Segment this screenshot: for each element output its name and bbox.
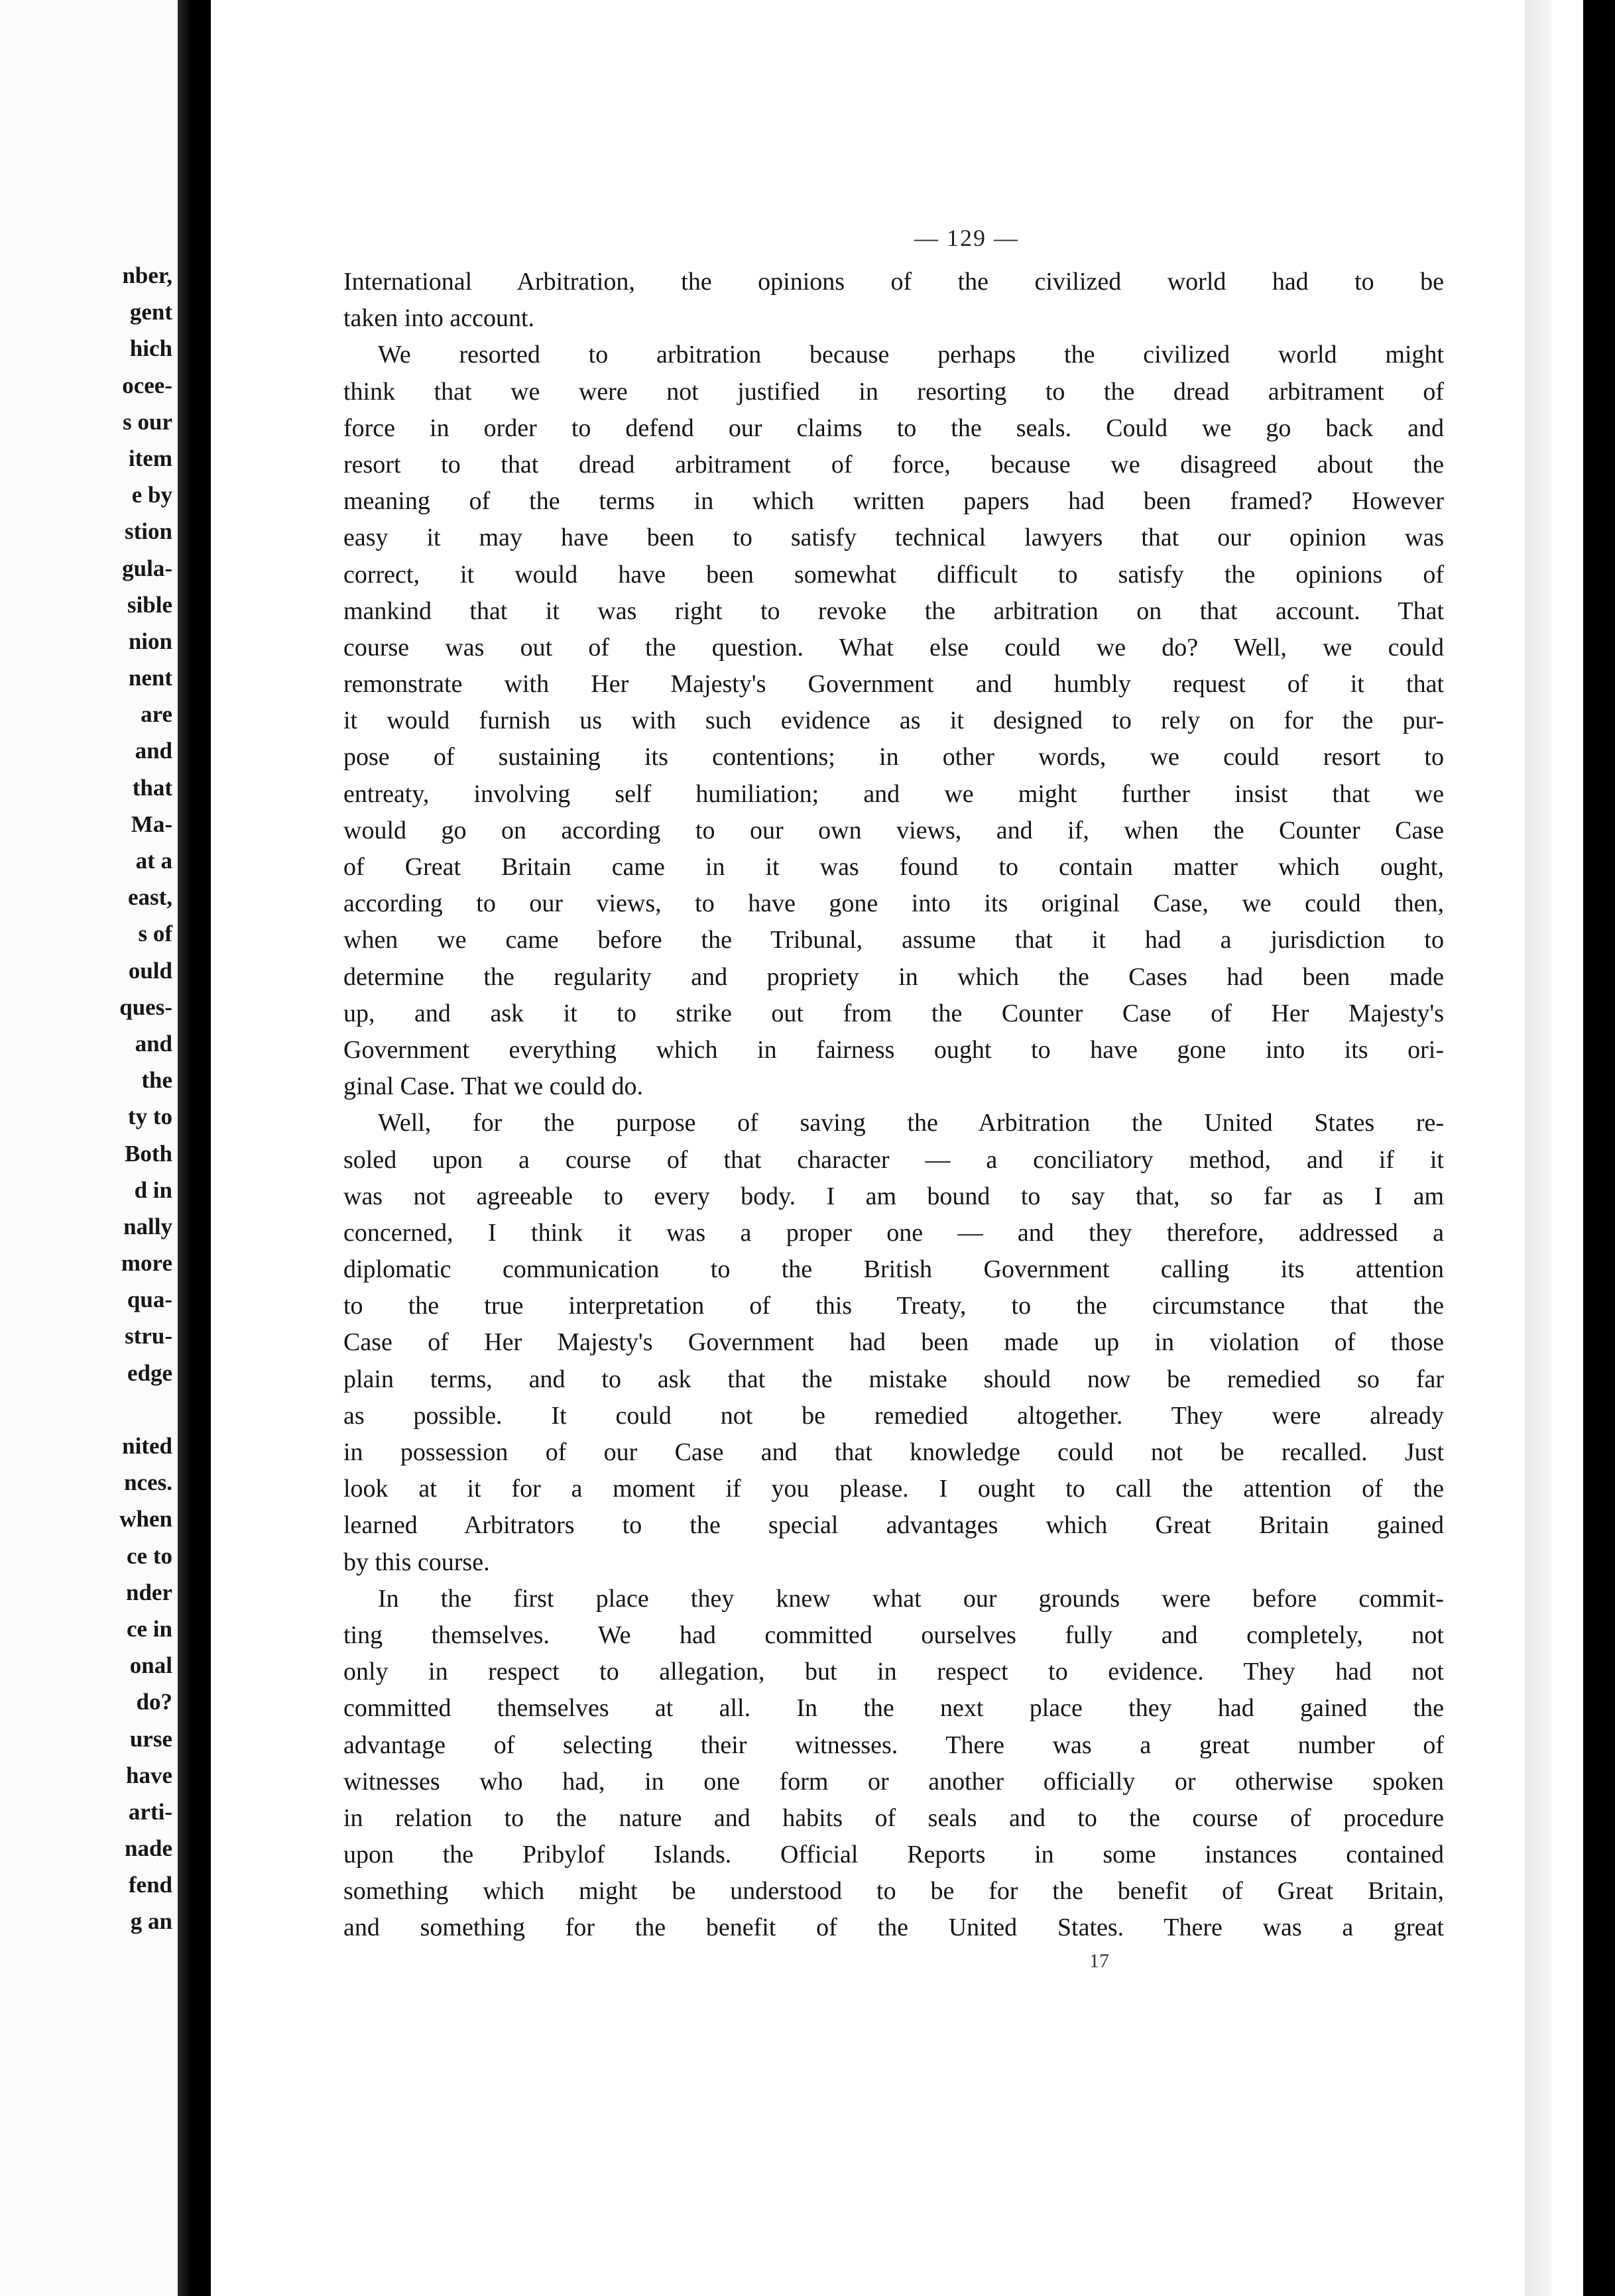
text-line: was not agreeable to every body. I am bound to say that, so far as I am [343, 1182, 1444, 1210]
text-line: up, and ask it to strike out from the Counter Case of Her Majesty's [343, 999, 1444, 1027]
facing-line-fragment: Ma- [131, 811, 172, 837]
text-line: something which might be understood to be for the benefit of Great Britain, [343, 1877, 1444, 1906]
text-line: diplomatic communication to the British Government calling its attention [343, 1255, 1444, 1284]
text-line: course was out of the question. What else could we do? Well, we could [343, 633, 1444, 661]
facing-line-fragment: s our [123, 408, 172, 435]
text-line: ting themselves. We had committed ourselves fully and completely, not [343, 1621, 1444, 1649]
text-line: in possession of our Case and that knowledge could not be recalled. Just [343, 1438, 1444, 1466]
facing-line-fragment: nent [128, 665, 172, 691]
facing-line-fragment: at a [135, 848, 172, 874]
text-line: International Arbitration, the opinions of the civilized world had to be [343, 268, 1444, 296]
facing-line-fragment: have [126, 1762, 172, 1788]
text-line: when we came before the Tribunal, assume that it had a jurisdiction to [343, 926, 1444, 954]
facing-line-fragment: nion [128, 628, 172, 654]
text-line: ginal Case. That we could do. [343, 1072, 644, 1101]
text-line: pose of sustaining its contentions; in other words, we could resort to [343, 743, 1444, 772]
text-line: determine the regularity and propriety in which the Cases had been made [343, 962, 1444, 991]
facing-line-fragment: onal [129, 1652, 172, 1679]
facing-line-fragment: ques- [119, 994, 172, 1020]
body-text [343, 264, 1444, 1947]
facing-line-fragment: nited [122, 1433, 172, 1459]
text-line: Case of Her Majesty's Government had been made up in violation of those [343, 1328, 1444, 1357]
facing-line-fragment: ty to [127, 1104, 172, 1130]
facing-line-fragment: are [141, 701, 172, 728]
facing-line-fragment: fend [128, 1872, 172, 1898]
facing-line-fragment: gula- [122, 555, 172, 581]
facing-line-fragment: more [121, 1250, 172, 1277]
facing-line-fragment [119, 1391, 172, 1428]
text-line: as possible. It could not be remedied altogether. They were already [343, 1401, 1444, 1430]
text-line: upon the Pribylof Islands. Official Reports in some instances contained [343, 1841, 1444, 1869]
text-line: advantage of selecting their witnesses. There was a great number of [343, 1731, 1444, 1759]
text-line: concerned, I think it was a proper one — and they therefore, addressed a [343, 1218, 1444, 1247]
facing-line-fragment: and [135, 1030, 172, 1057]
facing-line-fragment: edge [127, 1359, 172, 1386]
page-edge [1525, 0, 1551, 2296]
facing-line-fragment: item [128, 445, 172, 471]
facing-line-fragment: gent [129, 299, 172, 325]
text-line: entreaty, involving self humiliation; and we might further insist that we [343, 779, 1444, 808]
text-line: meaning of the terms in which written papers had been framed? However [343, 487, 1444, 516]
text-line: force in order to defend our claims to the seals. Could we go back and [343, 414, 1444, 442]
text-line: We resorted to arbitration because perhaps the civilized world might [378, 341, 1444, 369]
facing-line-fragment: nade [125, 1835, 172, 1862]
facing-line-fragment: ocee- [122, 372, 172, 398]
facing-line-fragment: ould [128, 957, 172, 984]
facing-line-fragment: ce in [126, 1615, 172, 1642]
text-line: correct, it would have been somewhat difficult to satisfy the opinions of [343, 560, 1444, 589]
text-line: would go on according to our own views, and if, when the Counter Case [343, 816, 1444, 844]
text-line: of Great Britain came in it was found to contain matter which ought, [343, 853, 1444, 881]
text-line: resort to that dread arbitrament of force, because we disagreed about the [343, 450, 1444, 479]
facing-line-fragment: east, [127, 884, 172, 911]
facing-line-fragment: stion [125, 518, 172, 545]
facing-line-fragment: do? [136, 1689, 172, 1715]
facing-line-fragment: and [135, 738, 172, 764]
text-line: easy it may have been to satisfy technical lawyers that our opinion was [343, 524, 1444, 552]
facing-page-line-ends [119, 257, 172, 1940]
facing-line-fragment: hich [129, 335, 172, 362]
text-line: by this course. [343, 1548, 490, 1576]
text-line: and something for the benefit of the United States. There was a great [343, 1914, 1444, 1942]
book-gutter [178, 0, 211, 2296]
facing-line-fragment: nder [126, 1579, 172, 1605]
text-line: remonstrate with Her Majesty's Government and humbly request of it that [343, 670, 1444, 699]
facing-line-fragment: when [119, 1506, 172, 1532]
text-line: look at it for a moment if you please. I ought to call the attention of the [343, 1475, 1444, 1503]
text-line: in relation to the nature and habits of seals and to the course of procedure [343, 1804, 1444, 1832]
facing-line-fragment: Both [125, 1140, 172, 1167]
text-line: according to our views, to have gone into its original Case, we could then, [343, 890, 1444, 918]
facing-line-fragment: g an [130, 1908, 172, 1935]
document-page [211, 0, 1583, 2296]
facing-line-fragment: ce to [127, 1542, 172, 1569]
text-line: mankind that it was right to revoke the arbitration on that account. That [343, 597, 1444, 625]
text-line: think that we were not justified in resorting to the dread arbitrament of [343, 377, 1444, 406]
facing-line-fragment: urse [129, 1725, 172, 1752]
text-line: plain terms, and to ask that the mistake should now be remedied so far [343, 1365, 1444, 1393]
page-number: — 129 — [914, 225, 1019, 251]
facing-line-fragment: nber, [122, 262, 172, 288]
facing-line-fragment: that [132, 774, 172, 801]
facing-line-fragment: e by [131, 482, 172, 508]
facing-line-fragment: nces. [124, 1469, 172, 1496]
text-line: only in respect to allegation, but in respect to evidence. They had not [343, 1658, 1444, 1686]
text-line: Government everything which in fairness ought to have gone into its ori- [343, 1035, 1444, 1064]
text-line: learned Arbitrators to the special advantages which Great Britain gained [343, 1511, 1444, 1540]
facing-line-fragment: s of [138, 921, 172, 947]
text-line: taken into account. [343, 304, 535, 333]
text-line: to the true interpretation of this Treaty, to the circumstance that the [343, 1292, 1444, 1320]
text-line: Well, for the purpose of saving the Arbitration the United States re- [378, 1109, 1444, 1137]
signature-mark: 17 [1089, 1950, 1109, 1972]
facing-line-fragment: the [141, 1067, 172, 1094]
facing-page-fragment [0, 0, 178, 2296]
facing-line-fragment: d in [134, 1177, 172, 1203]
text-line: witnesses who had, in one form or another officially or otherwise spoken [343, 1767, 1444, 1796]
facing-line-fragment: nally [123, 1213, 172, 1239]
facing-line-fragment: qua- [127, 1287, 172, 1313]
text-line: it would furnish us with such evidence as it designed to rely on for the pur- [343, 707, 1444, 735]
text-line: committed themselves at all. In the next place they had gained the [343, 1694, 1444, 1723]
text-line: In the first place they knew what our grounds were before commit- [378, 1584, 1444, 1613]
text-line: soled upon a course of that character — a conciliatory method, and if it [343, 1145, 1444, 1174]
facing-line-fragment: stru- [125, 1323, 172, 1349]
facing-line-fragment: arti- [128, 1798, 172, 1825]
facing-line-fragment: sible [127, 591, 172, 618]
